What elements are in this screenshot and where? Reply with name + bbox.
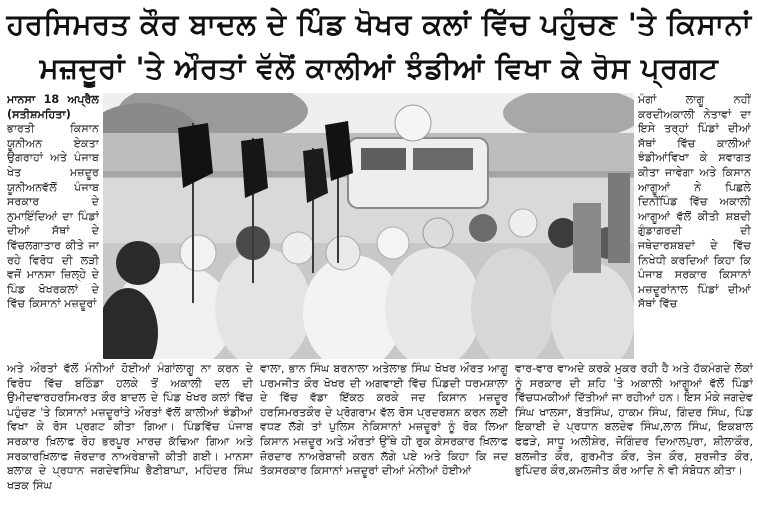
left-column-text: ਭਾਰਤੀ ਕਿਸਾਨ ਯੂਨੀਅਨ ਏਕਤਾ ਉਗਰਾਹਾਂ ਅਤੇ ਪੰਜਾਬ ਖੇਤ ਮਜ਼ਦੂਰ ਯੂਨੀਅਨਵੱਲੋਂ ਪੰਜਾਬ ਸਰਕਾਰ ਦੇ ਨੁਮਾਇੰਦਿਆਂ ਦਾ ਪਿੰਡਾਂ ਦੀਆਂ ਸੱਥਾਂ ਦੇ ਵਿੱਚਲਗਾਤਾਰ ਕੀਤੇ ਜਾ ਰਹੇ ਵਿਰੋਧ ਦੀ ਲੜੀ ਵਜੋਂ ਮਾਨਸਾ ਜ਼ਿਲ੍ਹੇ ਦੇ ਪਿੰਡ ਖੋਖਰਕਲਾਂ ਦੇ ਵਿੱਚ ਕਿਸਾਨਾਂ ਮਜ਼ਦੂਰਾਂ (7, 122, 99, 311)
headline-line-2: ਮਜ਼ਦੂਰਾਂ 'ਤੇ ਔਰਤਾਂ ਵੱਲੋਂ ਕਾਲੀਆਂ ਝੰਡੀਆਂ ਵਿਖਾ ਕੇ ਰੋਸ ਪ੍ਰਗਟ (39, 51, 719, 85)
news-photo (103, 93, 634, 359)
bottom-column-3-text: ਵਾਰ-ਵਾਰ ਵਾਅਦੇ ਕਰਕੇ ਮੁਕਰ ਰਹੀ ਹੈ ਅਤੇ ਹੱਕਮੰਗਦੇ ਲੋਕਾਂ ਨੂੰ ਸਰਕਾਰ ਦੀ ਸ਼ਹਿ 'ਤੇ ਅਕਾਲੀ ਆਗੂਆਂ ਵੱਲੋਂ ਪਿੰਡਾਂ ਵਿੱਚਧਮਕੀਆਂ ਦਿੱਤੀਆਂ ਜਾ ਰਹੀਆਂ ਹਨ। ਇਸ ਮੌਕੇ ਜਗਦੇਵ ਸਿੰਘ ਖਾਲਸਾ, ਬੱਤਸਿੰਘ, ਹਾਕਮ ਸਿੰਘ, ਗਿੰਦਰ ਸਿੰਘ, ਪਿੰਡ ਇਕਾਈ ਦੇ ਪ੍ਰਧਾਨ ਬਲਦੇਵ ਸਿੰਘ,ਲਾਲ ਸਿੰਘ, ਇਕਬਾਲ ਫਫੜੇ, ਸਾਧੂ ਅਲੀਸ਼ੇਰ, ਜੋਗਿੰਦਰ ਦਿਆਲਪੁਰਾ, ਸ਼ੀਲਾਕੌਰ, ਬਲਜੀਤ ਕੌਰ, ਗੁਰਮੀਤ ਕੌਰ, ਤੇਜ ਕੌਰ, ਸੁਰਜੀਤ ਕੌਰ, ਭੁਪਿੰਦਰ ਕੌਰ,ਕਮਲਜੀਤ ਕੌਰ ਆਦਿ ਨੇ ਵੀ ਸੰਬੋਧਨ ਕੀਤਾ। (515, 362, 753, 478)
headline-line-1: ਹਰਸਿਮਰਤ ਕੌਰ ਬਾਦਲ ਦੇ ਪਿੰਡ ਖੋਖਰ ਕਲਾਂ ਵਿੱਚ ਪਹੁੰਚਣ 'ਤੇ ਕਿਸਾਨਾਂ (6, 7, 752, 41)
article-bottom-column-3 (515, 362, 753, 516)
article-bottom-column-1 (7, 362, 253, 516)
bottom-column-1-text: ਅਤੇ ਔਰਤਾਂ ਵੱਲੋਂ ਮੰਨੀਆਂ ਹੋਈਆਂ ਮੰਗਾਂਲਾਗੂ ਨਾ ਕਰਨ ਦੇ ਵਿਰੋਧ ਵਿੱਚ ਬਠਿੰਡਾ ਹਲਕੇ ਤੋਂ ਅਕਾਲੀ ਦਲ ਦੀ ਉਮੀਦਵਾਰਹਰਸਿਮਰਤ ਕੌਰ ਬਾਦਲ ਦੇ ਪਿੰਡ ਖੋਖਰ ਕਲਾਂ ਵਿੱਚ ਪਹੁੰਚਣ 'ਤੇ ਕਿਸਾਨਾਂ ਮਜ਼ਦੂਰਾਂਤੇ ਔਰਤਾਂ ਵੱਲੋਂ ਕਾਲੀਆਂ ਝੰਡੀਆਂ ਵਿਖਾ ਕੇ ਰੋਸ ਪ੍ਰਗਟ ਕੀਤਾ ਗਿਆ। ਪਿੰਡਵਿੱਚ ਪੰਜਾਬ ਸਰਕਾਰ ਖ਼ਿਲਾਫ ਰੋਹ ਭਰਪੂਰ ਮਾਰਚ ਕੱਢਿਆ ਗਿਆ ਅਤੇ ਸਰਕਾਰਖ਼ਿਲਾਫ ਜ਼ੋਰਦਾਰ ਨਾਅਰੇਬਾਜ਼ੀ ਕੀਤੀ ਗਈ। ਮਾਨਸਾ ਬਲਾਕ ਦੇ ਪ੍ਰਧਾਨ ਜਗਦੇਵਸਿੰਘ ਭੈਣੀਬਾਘਾ, ਮਹਿੰਦਰ ਸਿੰਘ ਖੜਕ ਸਿੰਘ (7, 362, 253, 492)
right-column-text: ਮੰਗਾਂ ਲਾਗੂ ਨਹੀਂ ਕਰਦੀਅਕਾਲੀ ਨੇਤਾਵਾਂ ਦਾ ਇਸੇ ਤਰ੍ਹਾਂ ਪਿੰਡਾਂ ਦੀਆਂ ਸੱਥਾਂ ਵਿੱਚ ਕਾਲੀਆਂ ਝੰਡੀਆਂਵਿਖਾ ਕੇ ਸਵਾਗਤ ਕੀਤਾ ਜਾਵੇਗਾ ਅਤੇ ਕਿਸਾਨ ਆਗੂਆਂ ਨੇ ਪਿਛਲੇ ਦਿਨੀਂਪਿੰਡ ਵਿੱਚ ਅਕਾਲੀ ਆਗੂਆਂ ਵੱਲੋਂ ਕੀਤੀ ਸ਼ਬਦੀ ਗੁੰਡਾਗਰਦੀ ਦੀ ਜਥੇਦਾਰਸ਼ਬਦਾਂ ਦੇ ਵਿੱਚ ਨਿਖੇਧੀ ਕਰਦਿਆਂ ਕਿਹਾ ਕਿ ਪੰਜਾਬ ਸਰਕਾਰ ਕਿਸਾਨਾਂ ਮਜ਼ਦੂਰਾਂਨਾਲ ਪਿੰਡਾਂ ਦੀਆਂ ਸੱਥਾਂ ਵਿੱਚ (638, 93, 751, 311)
article-bottom-column-2 (260, 362, 508, 516)
dateline: ਮਾਨਸਾ 18 ਅਪ੍ਰੈਲ (ਸਤੀਸ਼ਮਹਿਤਾ) (7, 93, 99, 121)
bottom-column-2-text: ਵਾਲਾ, ਭਾਨ ਸਿੰਘ ਬਰਨਾਲਾ ਅਤੇਲਾਭ ਸਿੰਘ ਖੋਖਰ ਔਰਤ ਆਗੂ ਪਰਮਜੀਤ ਕੌਰ ਖੋਖਰ ਦੀ ਅਗਵਾਈ ਵਿੱਚ ਪਿੰਡਦੀ ਧਰਮਸ਼ਾਲਾ ਦੇ ਵਿੱਚ ਵੱਡਾ ਇੱਕਠ ਕਰਕੇ ਜਦ ਕਿਸਾਨ ਮਜ਼ਦੂਰ ਹਰਸਿਮਰਤਕੌਰ ਦੇ ਪ੍ਰੋਗਰਾਮ ਵੱਲ ਰੋਸ ਪ੍ਰਦਰਸ਼ਨ ਕਰਨ ਲਈ ਵਧਣ ਲੱਗੇ ਤਾਂ ਪੁਲਿਸ ਨੇਕਿਸਾਨਾਂ ਮਜ਼ਦੂਰਾਂ ਨੂੰ ਰੋਕ ਲਿਆ ਕਿਸਾਨ ਮਜ਼ਦੂਰ ਅਤੇ ਔਰਤਾਂ ਉੱਥੇ ਹੀ ਰੁਕ ਕੇਸਰਕਾਰ ਖ਼ਿਲਾਫ ਜ਼ੋਰਦਾਰ ਨਾਅਰੇਬਾਜ਼ੀ ਕਰਨ ਲੱਗੇ ਪਏ ਅਤੇ ਕਿਹਾ ਕਿ ਜਦ ਤੱਕਸਰਕਾਰ ਕਿਸਾਨਾਂ ਮਜ਼ਦੂਰਾਂ ਦੀਆਂ ਮੰਨੀਆਂ ਹੋਈਆਂ (260, 362, 508, 478)
article-right-column (638, 93, 751, 361)
article-left-column (7, 93, 99, 361)
